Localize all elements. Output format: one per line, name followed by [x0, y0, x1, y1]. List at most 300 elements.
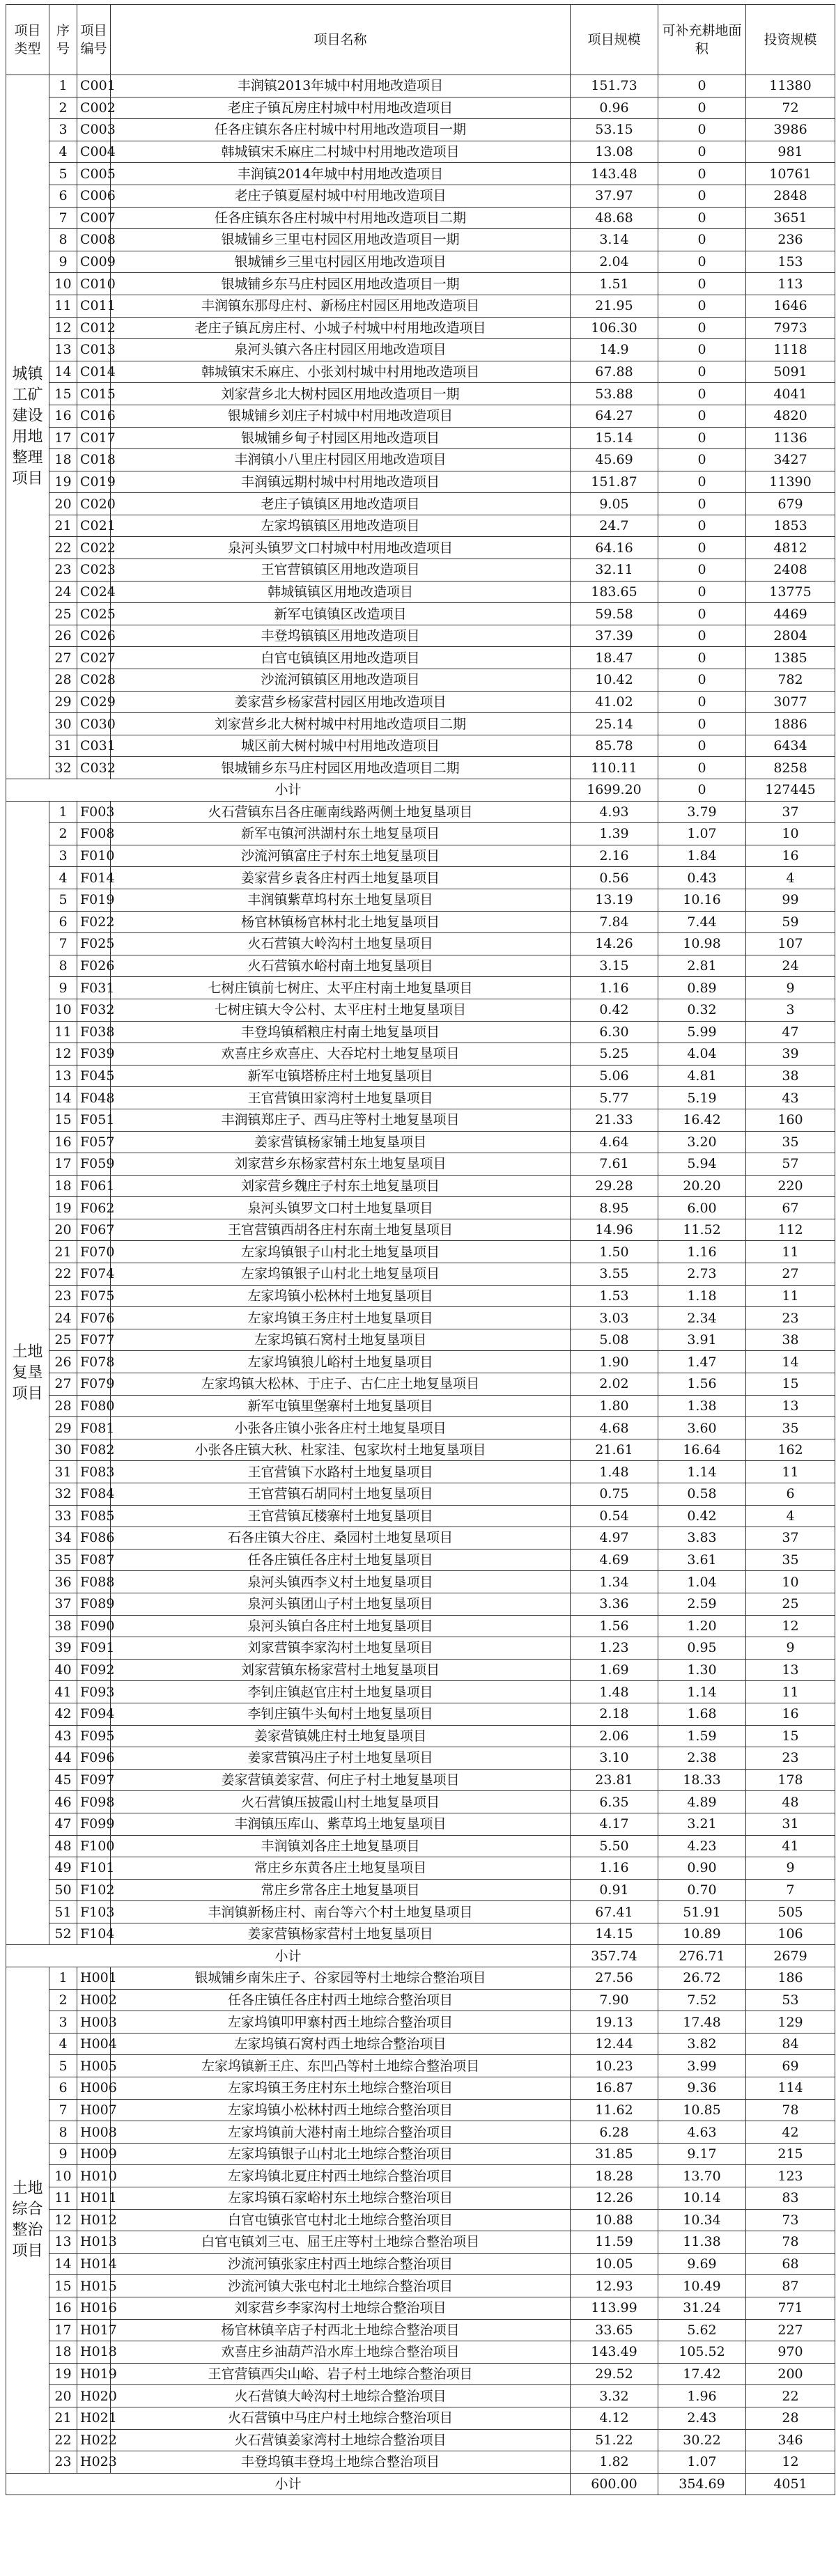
scale-cell: 1.23 — [571, 1637, 658, 1660]
arable-cell: 3.79 — [658, 801, 746, 823]
table-row — [6, 1901, 835, 1923]
scale-cell: 7.90 — [571, 1989, 658, 2011]
table-row — [6, 1351, 835, 1373]
scale-cell: 15.14 — [571, 427, 658, 449]
arable-cell: 0 — [658, 449, 746, 471]
arable-cell: 2.81 — [658, 955, 746, 977]
arable-cell: 0 — [658, 537, 746, 559]
name-cell: 老庄子镇夏屋村城中村用地改造项目 — [111, 185, 571, 207]
arable-cell: 0 — [658, 229, 746, 251]
code-cell: F095 — [77, 1725, 111, 1747]
code-cell: H023 — [77, 2451, 111, 2474]
arable-cell: 0 — [658, 119, 746, 141]
seq-cell: 15 — [49, 2275, 77, 2297]
seq-cell: 47 — [49, 1813, 77, 1835]
table-row — [6, 757, 835, 779]
arable-cell: 0 — [658, 97, 746, 119]
project-table — [6, 4, 835, 2495]
invest-cell: 37 — [746, 801, 835, 823]
name-cell: 火石营镇姜家湾村土地综合整治项目 — [111, 2429, 571, 2451]
table-row — [6, 163, 835, 185]
code-cell: H003 — [77, 2011, 111, 2034]
scale-cell: 59.58 — [571, 603, 658, 625]
code-cell: F075 — [77, 1285, 111, 1307]
name-cell: 左家坞镇小松林村西土地综合整治项目 — [111, 2099, 571, 2121]
code-cell: C013 — [77, 339, 111, 361]
invest-cell: 69 — [746, 2055, 835, 2077]
arable-cell: 0 — [658, 339, 746, 361]
table-row — [6, 691, 835, 713]
name-cell: 欢喜庄乡欢喜庄、大吞坨村土地复垦项目 — [111, 1043, 571, 1065]
table-row — [6, 2363, 835, 2385]
code-cell: F099 — [77, 1813, 111, 1835]
arable-cell: 0 — [658, 273, 746, 295]
name-cell: 王官营镇瓦楼寨村土地复垦项目 — [111, 1505, 571, 1527]
name-cell: 城区前大树村城中村用地改造项目 — [111, 735, 571, 757]
table-row — [6, 1637, 835, 1660]
name-cell: 姜家营镇杨家营村土地复垦项目 — [111, 1923, 571, 1945]
arable-cell: 26.72 — [658, 1967, 746, 1990]
scale-cell: 33.65 — [571, 2319, 658, 2341]
seq-cell: 30 — [49, 1439, 77, 1461]
scale-cell: 5.06 — [571, 1065, 658, 1087]
seq-cell: 2 — [49, 1989, 77, 2011]
code-cell: C027 — [77, 647, 111, 669]
name-cell: 常庄乡东黄各庄土地复垦项目 — [111, 1857, 571, 1880]
table-row — [6, 97, 835, 119]
scale-cell: 3.10 — [571, 1747, 658, 1770]
arable-cell: 5.19 — [658, 1087, 746, 1109]
scale-cell: 12.93 — [571, 2275, 658, 2297]
seq-cell: 11 — [49, 2187, 77, 2210]
seq-cell: 10 — [49, 999, 77, 1021]
arable-cell: 30.22 — [658, 2429, 746, 2451]
name-cell: 欢喜庄乡油葫芦沿水库土地综合整治项目 — [111, 2341, 571, 2364]
scale-cell: 5.25 — [571, 1043, 658, 1065]
table-row — [6, 1131, 835, 1153]
table-row — [6, 273, 835, 295]
arable-cell: 9.17 — [658, 2143, 746, 2165]
table-row — [6, 493, 835, 515]
invest-cell: 16 — [746, 845, 835, 867]
invest-cell: 346 — [746, 2429, 835, 2451]
invest-cell: 113 — [746, 273, 835, 295]
invest-cell: 10 — [746, 823, 835, 845]
name-cell: 火石营镇水峪村南土地复垦项目 — [111, 955, 571, 977]
seq-cell: 15 — [49, 383, 77, 405]
scale-cell: 1.16 — [571, 977, 658, 999]
name-cell: 常庄乡常各庄土地复垦项目 — [111, 1879, 571, 1901]
name-cell: 姜家营镇冯庄子村土地复垦项目 — [111, 1747, 571, 1770]
arable-cell: 0 — [658, 141, 746, 163]
table-row — [6, 1461, 835, 1483]
code-cell: C032 — [77, 757, 111, 779]
seq-cell: 9 — [49, 2143, 77, 2165]
scale-cell: 12.44 — [571, 2033, 658, 2055]
invest-cell: 16 — [746, 1703, 835, 1725]
invest-cell: 981 — [746, 141, 835, 163]
scale-cell: 6.28 — [571, 2121, 658, 2144]
invest-cell: 4041 — [746, 383, 835, 405]
arable-cell: 17.48 — [658, 2011, 746, 2034]
arable-cell: 10.34 — [658, 2209, 746, 2231]
seq-cell: 14 — [49, 2253, 77, 2275]
code-cell: F008 — [77, 823, 111, 845]
name-cell: 刘家营乡北大树村园区用地改造项目一期 — [111, 383, 571, 405]
name-cell: 左家坞镇前大港村南土地综合整治项目 — [111, 2121, 571, 2144]
seq-cell: 14 — [49, 361, 77, 383]
table-row — [6, 405, 835, 427]
arable-cell: 1.04 — [658, 1571, 746, 1593]
scale-cell: 67.41 — [571, 1901, 658, 1923]
name-cell: 七树庄镇前七树庄、太平庄村南土地复垦项目 — [111, 977, 571, 999]
invest-cell: 12 — [746, 2451, 835, 2474]
name-cell: 丰润镇新杨庄村、南台等六个村土地复垦项目 — [111, 1901, 571, 1923]
name-cell: 左家坞镇石窝村西土地综合整治项目 — [111, 2033, 571, 2055]
seq-cell: 25 — [49, 1329, 77, 1351]
arable-cell: 105.52 — [658, 2341, 746, 2364]
scale-cell: 5.08 — [571, 1329, 658, 1351]
seq-cell: 4 — [49, 2033, 77, 2055]
seq-cell: 19 — [49, 471, 77, 493]
header-category: 项目类型 — [6, 5, 49, 75]
arable-cell: 1.47 — [658, 1351, 746, 1373]
arable-cell: 3.61 — [658, 1549, 746, 1571]
code-cell: H002 — [77, 1989, 111, 2011]
seq-cell: 30 — [49, 713, 77, 735]
scale-cell: 25.14 — [571, 713, 658, 735]
invest-cell: 1118 — [746, 339, 835, 361]
table-row — [6, 1923, 835, 1945]
table-row — [6, 911, 835, 933]
table-row — [6, 1813, 835, 1835]
invest-cell: 73 — [746, 2209, 835, 2231]
invest-cell: 11 — [746, 1241, 835, 1263]
code-cell: C022 — [77, 537, 111, 559]
table-row — [6, 2143, 835, 2165]
invest-cell: 15 — [746, 1373, 835, 1396]
scale-cell: 1.80 — [571, 1395, 658, 1417]
table-row — [6, 449, 835, 471]
arable-cell: 0 — [658, 559, 746, 581]
invest-cell: 87 — [746, 2275, 835, 2297]
invest-cell: 3651 — [746, 207, 835, 229]
code-cell: C002 — [77, 97, 111, 119]
name-cell: 白官屯镇镇区用地改造项目 — [111, 647, 571, 669]
invest-cell: 13775 — [746, 581, 835, 603]
table-row — [6, 1857, 835, 1880]
scale-cell: 23.81 — [571, 1769, 658, 1791]
seq-cell: 23 — [49, 559, 77, 581]
scale-cell: 10.42 — [571, 669, 658, 692]
code-cell: F025 — [77, 933, 111, 955]
invest-cell: 1886 — [746, 713, 835, 735]
table-row — [6, 801, 835, 823]
subtotal-label: 小计 — [6, 2473, 571, 2495]
table-row — [6, 625, 835, 647]
code-cell: C009 — [77, 251, 111, 273]
name-cell: 泉河头镇西李义村土地复垦项目 — [111, 1571, 571, 1593]
code-cell: F083 — [77, 1461, 111, 1483]
scale-cell: 8.95 — [571, 1197, 658, 1219]
name-cell: 刘家营镇东杨家营村土地复垦项目 — [111, 1659, 571, 1681]
table-row — [6, 207, 835, 229]
scale-cell: 4.64 — [571, 1131, 658, 1153]
seq-cell: 2 — [49, 97, 77, 119]
invest-cell: 27 — [746, 1263, 835, 1286]
name-cell: 杨官林镇杨官林村北土地复垦项目 — [111, 911, 571, 933]
subtotal-arable: 354.69 — [658, 2473, 746, 2495]
name-cell: 丰润镇紫草坞村东土地复垦项目 — [111, 889, 571, 911]
arable-cell: 0.58 — [658, 1483, 746, 1506]
arable-cell: 5.99 — [658, 1021, 746, 1043]
code-cell: H019 — [77, 2363, 111, 2385]
seq-cell: 3 — [49, 119, 77, 141]
arable-cell: 1.30 — [658, 1659, 746, 1681]
table-row — [6, 471, 835, 493]
invest-cell: 1385 — [746, 647, 835, 669]
invest-cell: 153 — [746, 251, 835, 273]
subtotal-label: 小计 — [6, 779, 571, 802]
code-cell: F061 — [77, 1175, 111, 1197]
seq-cell: 9 — [49, 977, 77, 999]
scale-cell: 3.15 — [571, 955, 658, 977]
code-cell: C014 — [77, 361, 111, 383]
seq-cell: 43 — [49, 1725, 77, 1747]
seq-cell: 13 — [49, 1065, 77, 1087]
seq-cell: 25 — [49, 603, 77, 625]
seq-cell: 17 — [49, 2319, 77, 2341]
seq-cell: 37 — [49, 1593, 77, 1615]
name-cell: 王官营镇镇区用地改造项目 — [111, 559, 571, 581]
table-row — [6, 185, 835, 207]
seq-cell: 20 — [49, 2385, 77, 2407]
name-cell: 王官营镇下水路村土地复垦项目 — [111, 1461, 571, 1483]
code-cell: F094 — [77, 1703, 111, 1725]
arable-cell: 0 — [658, 603, 746, 625]
table-row — [6, 1329, 835, 1351]
arable-cell: 0 — [658, 75, 746, 97]
scale-cell: 0.91 — [571, 1879, 658, 1901]
scale-cell: 0.42 — [571, 999, 658, 1021]
scale-cell: 143.48 — [571, 163, 658, 185]
name-cell: 左家坞镇王务庄村土地复垦项目 — [111, 1307, 571, 1329]
name-cell: 姜家营镇杨家铺土地复垦项目 — [111, 1131, 571, 1153]
seq-cell: 1 — [49, 801, 77, 823]
seq-cell: 21 — [49, 2407, 77, 2429]
arable-cell: 5.62 — [658, 2319, 746, 2341]
invest-cell: 47 — [746, 1021, 835, 1043]
table-row — [6, 933, 835, 955]
invest-cell: 5091 — [746, 361, 835, 383]
invest-cell: 24 — [746, 955, 835, 977]
table-row — [6, 1043, 835, 1065]
scale-cell: 2.16 — [571, 845, 658, 867]
name-cell: 火石营镇大岭沟村土地复垦项目 — [111, 933, 571, 955]
code-cell: F077 — [77, 1329, 111, 1351]
name-cell: 李钊庄镇牛头甸村土地复垦项目 — [111, 1703, 571, 1725]
invest-cell: 72 — [746, 97, 835, 119]
code-cell: H008 — [77, 2121, 111, 2144]
table-row — [6, 2033, 835, 2055]
code-cell: F031 — [77, 977, 111, 999]
code-cell: C011 — [77, 295, 111, 317]
table-row — [6, 1175, 835, 1197]
arable-cell: 3.91 — [658, 1329, 746, 1351]
scale-cell: 106.30 — [571, 317, 658, 339]
scale-cell: 183.65 — [571, 581, 658, 603]
invest-cell: 78 — [746, 2099, 835, 2121]
name-cell: 任各庄镇任各庄村西土地综合整治项目 — [111, 1989, 571, 2011]
seq-cell: 26 — [49, 625, 77, 647]
invest-cell: 78 — [746, 2231, 835, 2254]
scale-cell: 11.62 — [571, 2099, 658, 2121]
arable-cell: 3.83 — [658, 1527, 746, 1549]
arable-cell: 0.89 — [658, 977, 746, 999]
table-row — [6, 1417, 835, 1439]
arable-cell: 0 — [658, 493, 746, 515]
arable-cell: 1.20 — [658, 1615, 746, 1637]
arable-cell: 0 — [658, 207, 746, 229]
project-table-sheet — [6, 4, 835, 2495]
scale-cell: 6.35 — [571, 1791, 658, 1813]
seq-cell: 24 — [49, 581, 77, 603]
name-cell: 沙流河镇镇区用地改造项目 — [111, 669, 571, 692]
arable-cell: 2.59 — [658, 1593, 746, 1615]
code-cell: H014 — [77, 2253, 111, 2275]
name-cell: 丰润镇2014年城中村用地改造项目 — [111, 163, 571, 185]
arable-cell: 16.42 — [658, 1109, 746, 1131]
table-row — [6, 229, 835, 251]
code-cell: H018 — [77, 2341, 111, 2364]
table-row — [6, 2209, 835, 2231]
invest-cell: 970 — [746, 2341, 835, 2364]
scale-cell: 143.49 — [571, 2341, 658, 2364]
seq-cell: 7 — [49, 207, 77, 229]
name-cell: 王官营镇西尖山峪、岩子村土地综合整治项目 — [111, 2363, 571, 2385]
name-cell: 刘家营乡李家沟村土地综合整治项目 — [111, 2297, 571, 2319]
table-row — [6, 1571, 835, 1593]
arable-cell: 3.21 — [658, 1813, 746, 1835]
name-cell: 王官营镇石胡同村土地复垦项目 — [111, 1483, 571, 1506]
name-cell: 泉河头镇六各庄村园区用地改造项目 — [111, 339, 571, 361]
subtotal-scale: 1699.20 — [571, 779, 658, 802]
code-cell: C029 — [77, 691, 111, 713]
invest-cell: 35 — [746, 1131, 835, 1153]
code-cell: F087 — [77, 1549, 111, 1571]
code-cell: H017 — [77, 2319, 111, 2341]
scale-cell: 13.19 — [571, 889, 658, 911]
seq-cell: 8 — [49, 2121, 77, 2144]
code-cell: C017 — [77, 427, 111, 449]
header-name: 项目名称 — [111, 5, 571, 75]
table-row — [6, 1285, 835, 1307]
name-cell: 王官营镇西胡各庄村东南土地复垦项目 — [111, 1219, 571, 1241]
arable-cell: 1.14 — [658, 1681, 746, 1703]
arable-cell: 0 — [658, 757, 746, 779]
code-cell: F076 — [77, 1307, 111, 1329]
scale-cell: 1.56 — [571, 1615, 658, 1637]
name-cell: 沙流河镇大张屯村北土地综合整治项目 — [111, 2275, 571, 2297]
seq-cell: 17 — [49, 427, 77, 449]
code-cell: F032 — [77, 999, 111, 1021]
header-seq: 序号 — [49, 5, 77, 75]
name-cell: 姜家营乡杨家营村园区用地改造项目 — [111, 691, 571, 713]
name-cell: 银城铺乡南朱庄子、谷家园等村土地综合整治项目 — [111, 1967, 571, 1990]
arable-cell: 13.70 — [658, 2165, 746, 2187]
arable-cell: 2.38 — [658, 1747, 746, 1770]
table-row — [6, 1505, 835, 1527]
name-cell: 火石营镇东吕各庄砸南线路两侧土地复垦项目 — [111, 801, 571, 823]
seq-cell: 12 — [49, 2209, 77, 2231]
code-cell: H001 — [77, 1967, 111, 1990]
code-cell: F101 — [77, 1857, 111, 1880]
arable-cell: 1.18 — [658, 1285, 746, 1307]
table-row — [6, 845, 835, 867]
name-cell: 银城铺乡东马庄村园区用地改造项目二期 — [111, 757, 571, 779]
scale-cell: 10.88 — [571, 2209, 658, 2231]
arable-cell: 1.96 — [658, 2385, 746, 2407]
scale-cell: 18.28 — [571, 2165, 658, 2187]
arable-cell: 0.43 — [658, 867, 746, 889]
invest-cell: 84 — [746, 2033, 835, 2055]
seq-cell: 1 — [49, 75, 77, 97]
name-cell: 新军屯镇塔桥庄村土地复垦项目 — [111, 1065, 571, 1087]
invest-cell: 782 — [746, 669, 835, 692]
invest-cell: 9 — [746, 977, 835, 999]
name-cell: 新军屯镇里堡寨村土地复垦项目 — [111, 1395, 571, 1417]
scale-cell: 3.03 — [571, 1307, 658, 1329]
code-cell: F104 — [77, 1923, 111, 1945]
arable-cell: 11.38 — [658, 2231, 746, 2254]
invest-cell: 68 — [746, 2253, 835, 2275]
code-cell: C012 — [77, 317, 111, 339]
invest-cell: 4469 — [746, 603, 835, 625]
arable-cell: 4.63 — [658, 2121, 746, 2144]
invest-cell: 11 — [746, 1681, 835, 1703]
name-cell: 丰润镇东那母庄村、新杨庄村园区用地改造项目 — [111, 295, 571, 317]
scale-cell: 85.78 — [571, 735, 658, 757]
scale-cell: 37.39 — [571, 625, 658, 647]
seq-cell: 44 — [49, 1747, 77, 1770]
subtotal-arable: 276.71 — [658, 1945, 746, 1967]
name-cell: 火石营镇中马庄户村土地综合整治项目 — [111, 2407, 571, 2429]
name-cell: 任各庄镇东各庄村城中村用地改造项目一期 — [111, 119, 571, 141]
table-row — [6, 1109, 835, 1131]
arable-cell: 11.52 — [658, 1219, 746, 1241]
arable-cell: 7.52 — [658, 1989, 746, 2011]
table-row — [6, 1263, 835, 1286]
seq-cell: 1 — [49, 1967, 77, 1990]
invest-cell: 38 — [746, 1065, 835, 1087]
arable-cell: 2.73 — [658, 1263, 746, 1286]
name-cell: 银城铺乡甸子村园区用地改造项目 — [111, 427, 571, 449]
code-cell: C007 — [77, 207, 111, 229]
name-cell: 新军屯镇河洪湖村东土地复垦项目 — [111, 823, 571, 845]
scale-cell: 1.48 — [571, 1681, 658, 1703]
invest-cell: 43 — [746, 1087, 835, 1109]
name-cell: 银城铺乡刘庄子村城中村用地改造项目 — [111, 405, 571, 427]
seq-cell: 19 — [49, 1197, 77, 1219]
seq-cell: 52 — [49, 1923, 77, 1945]
arable-cell: 0 — [658, 515, 746, 537]
name-cell: 左家坞镇银子山村北土地复垦项目 — [111, 1263, 571, 1286]
invest-cell: 38 — [746, 1329, 835, 1351]
code-cell: F074 — [77, 1263, 111, 1286]
subtotal-scale: 600.00 — [571, 2473, 658, 2495]
table-row — [6, 1879, 835, 1901]
seq-cell: 27 — [49, 647, 77, 669]
